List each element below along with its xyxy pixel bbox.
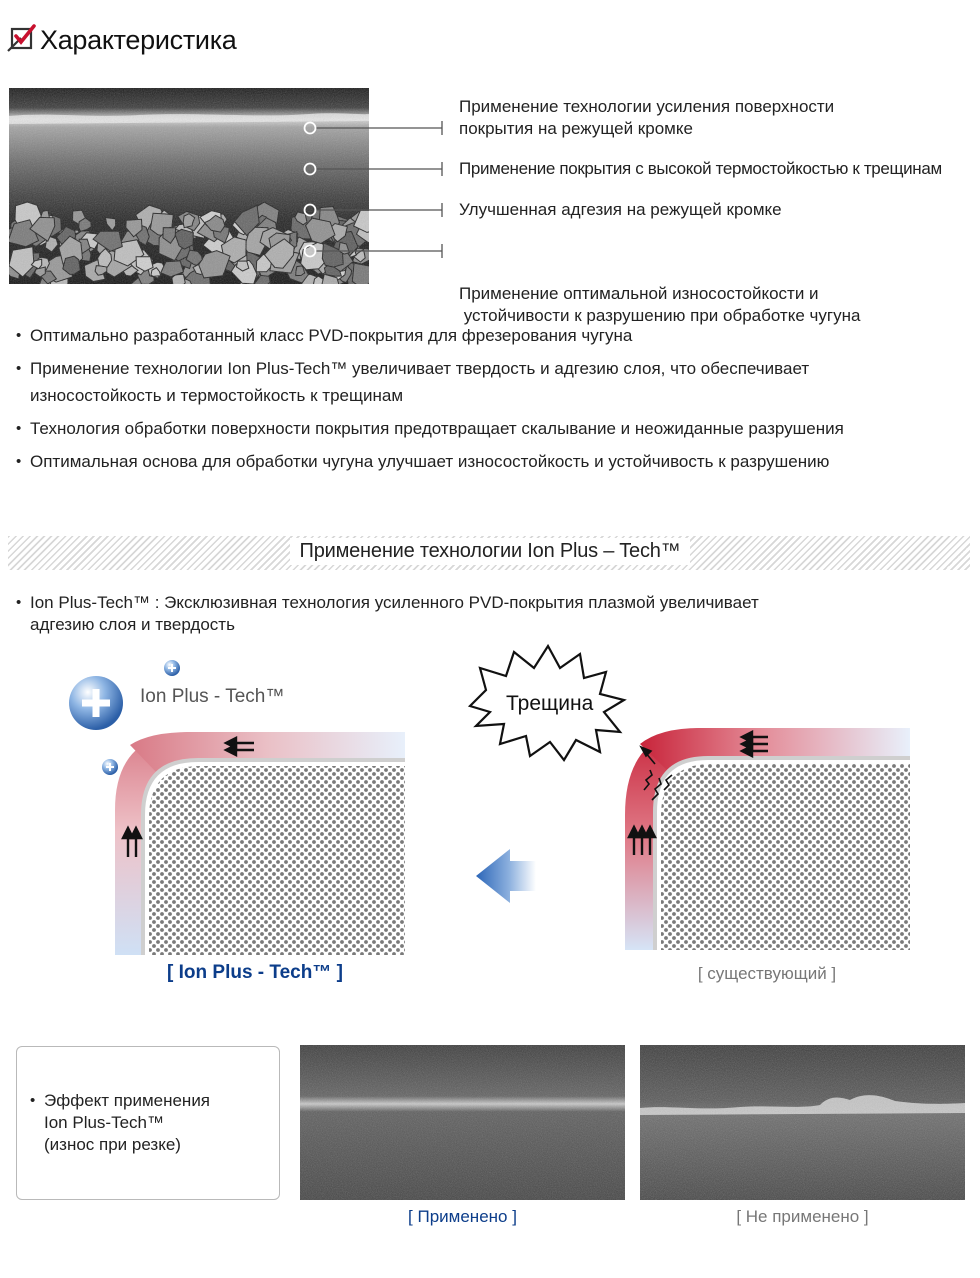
ion-plus-description: • Ion Plus-Tech™ : Эксклюзивная технология усиленного PVD-покрытия плазмой увеличивает адгезию слоя и твердость [14,592,914,636]
callout-1: Применение технологии усиления поверхности покрытия на режущей кромке [459,97,835,138]
not-applied-wear-photo [640,1045,965,1200]
existing-caption: [ существующий ] [697,964,837,983]
sem-cross-section-image [9,88,369,284]
effect-description: • Эффект применения Ion Plus-Tech™ (износ при резке) [28,1090,268,1156]
not-applied-caption: [ Не применено ] [736,1207,869,1226]
existing-tool-edge [625,728,910,950]
ion-plus-caption: [ Ion Plus - Tech™ ] [167,962,343,983]
list-item: • Оптимально разработанный класс PVD-покрытия для фрезерования чугуна [14,322,964,349]
page-title: Характеристика [40,24,237,55]
checkbox-checked-icon [6,23,36,58]
crack-label: Трещина [506,692,594,715]
plus-ion-icon [69,676,123,730]
applied-wear-photo [300,1045,625,1200]
ion-plus-label: Ion Plus - Tech™ [140,686,285,707]
comparison-arrow-icon [476,849,536,903]
applied-caption: [ Применено ] [408,1207,517,1226]
callout-3: Улучшенная адгезия на режущей кромке [459,200,782,219]
section-header [6,20,237,60]
list-item: • Технология обработки поверхности покрытия предотвращает скалывание и неожиданные разрушения [14,415,964,442]
section-title: Применение технологии Ion Plus – Tech™ [0,538,980,565]
list-item: • Применение технологии Ion Plus-Tech™ увеличивает твердость и адгезию слоя, что обеспечивает износостойкость и термостойкость к трещинам [14,355,964,409]
plus-ion-icon [102,759,118,775]
list-item: • Оптимальная основа для обработки чугуна улучшает износостойкость и устойчивость к разрушению [14,448,964,475]
feature-list [14,322,964,481]
callout-2: Применение покрытия с высокой термостойкостью к трещинам [459,159,942,178]
callout-4: Применение оптимальной износостойкости и устойчивости к разрушению при обработке чугуна [459,284,861,325]
plus-ion-icon [164,660,180,676]
